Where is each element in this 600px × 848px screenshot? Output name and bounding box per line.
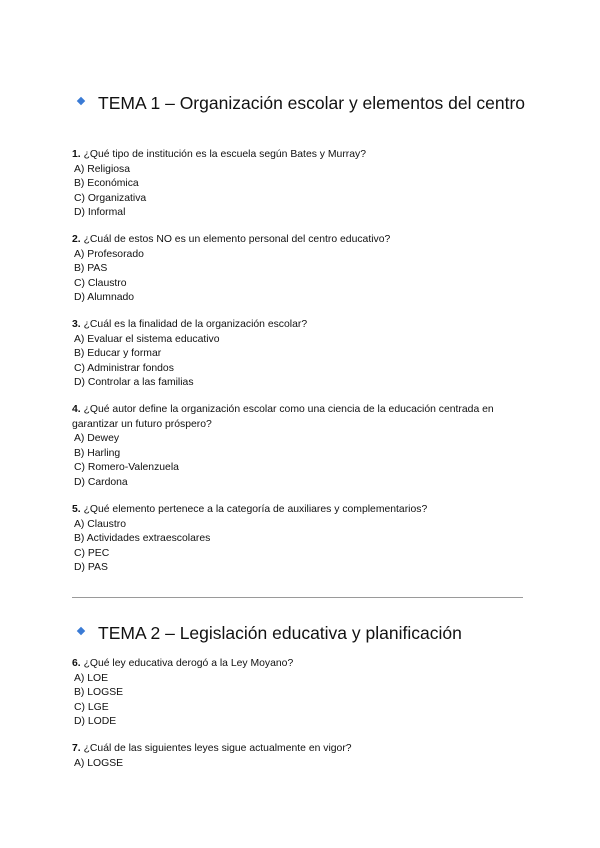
option-d: D) Controlar a las familias xyxy=(74,377,194,389)
question-4 xyxy=(72,403,532,491)
question-prompt: ¿Cuál es la finalidad de la organización escolar? xyxy=(83,319,308,330)
option-b: B) Actividades extraescolares xyxy=(74,533,211,545)
option-c: C) LGE xyxy=(74,701,109,713)
option-c: C) Claustro xyxy=(74,277,127,289)
question-6 xyxy=(72,657,532,730)
option-a: A) LOGSE xyxy=(74,757,124,769)
section-divider xyxy=(72,597,523,598)
question-1 xyxy=(72,148,532,221)
option-d: D) PAS xyxy=(74,562,108,574)
option-c: C) Administrar fondos xyxy=(74,362,174,374)
option-a: A) Profesorado xyxy=(74,248,144,260)
question-text xyxy=(72,742,532,757)
option-a: A) Dewey xyxy=(74,433,120,445)
question-2 xyxy=(72,233,532,306)
option-b: B) PAS xyxy=(74,263,108,275)
question-prompt: ¿Qué elemento pertenece a la categoría de auxiliares y complementarios? xyxy=(83,504,428,515)
option-c: C) Organizativa xyxy=(74,192,147,204)
question-number: 1. xyxy=(72,149,81,160)
question-number: 5. xyxy=(72,504,81,515)
options-list xyxy=(72,432,532,490)
question-number: 4. xyxy=(72,404,81,415)
question-prompt: ¿Cuál de estos NO es un elemento personal del centro educativo? xyxy=(83,234,391,245)
option-d: D) Alumnado xyxy=(74,292,135,304)
question-number: 3. xyxy=(72,319,81,330)
question-prompt: ¿Qué autor define la organización escolar como una ciencia de la educación centrada en garantizar un futuro próspero? xyxy=(72,404,494,430)
question-3 xyxy=(72,318,532,391)
option-b: B) Educar y formar xyxy=(74,348,162,360)
question-text xyxy=(72,148,532,163)
question-7 xyxy=(72,742,532,771)
question-prompt: ¿Qué ley educativa derogó a la Ley Moyano? xyxy=(83,658,294,669)
question-text xyxy=(72,233,532,248)
question-prompt: ¿Cuál de las siguientes leyes sigue actualmente en vigor? xyxy=(83,743,352,754)
question-number: 2. xyxy=(72,234,81,245)
section-title-text: TEMA 2 – Legislación educativa y planificación xyxy=(98,623,462,643)
option-c: C) PEC xyxy=(74,547,110,559)
options-list xyxy=(72,672,532,730)
question-prompt: ¿Qué tipo de institución es la escuela según Bates y Murray? xyxy=(83,149,366,160)
option-c: C) Romero-Valenzuela xyxy=(74,462,179,474)
section-title-text: TEMA 1 – Organización escolar y elementos del centro xyxy=(98,93,526,113)
question-text xyxy=(72,657,532,672)
option-b: B) Harling xyxy=(74,447,121,459)
question-number: 6. xyxy=(72,658,81,669)
question-text xyxy=(72,503,532,518)
section-title-tema-2 xyxy=(72,620,532,646)
option-d: D) Informal xyxy=(74,207,126,219)
question-number: 7. xyxy=(72,743,81,754)
question-text xyxy=(72,318,532,333)
section-title-tema-1 xyxy=(72,90,532,116)
option-a: A) Claustro xyxy=(74,518,126,530)
options-list xyxy=(72,248,532,306)
option-a: A) LOE xyxy=(74,672,109,684)
options-list xyxy=(72,757,532,772)
options-list xyxy=(72,333,532,391)
options-list xyxy=(72,163,532,221)
diamond-icon xyxy=(77,627,85,635)
question-text xyxy=(72,403,532,432)
diamond-icon xyxy=(77,97,85,105)
option-d: D) Cardona xyxy=(74,476,128,488)
option-d: D) LODE xyxy=(74,716,117,728)
question-5 xyxy=(72,503,532,576)
option-b: B) Económica xyxy=(74,178,139,190)
option-a: A) Evaluar el sistema educativo xyxy=(74,333,220,345)
option-a: A) Religiosa xyxy=(74,163,131,175)
options-list xyxy=(72,518,532,576)
option-b: B) LOGSE xyxy=(74,687,124,699)
